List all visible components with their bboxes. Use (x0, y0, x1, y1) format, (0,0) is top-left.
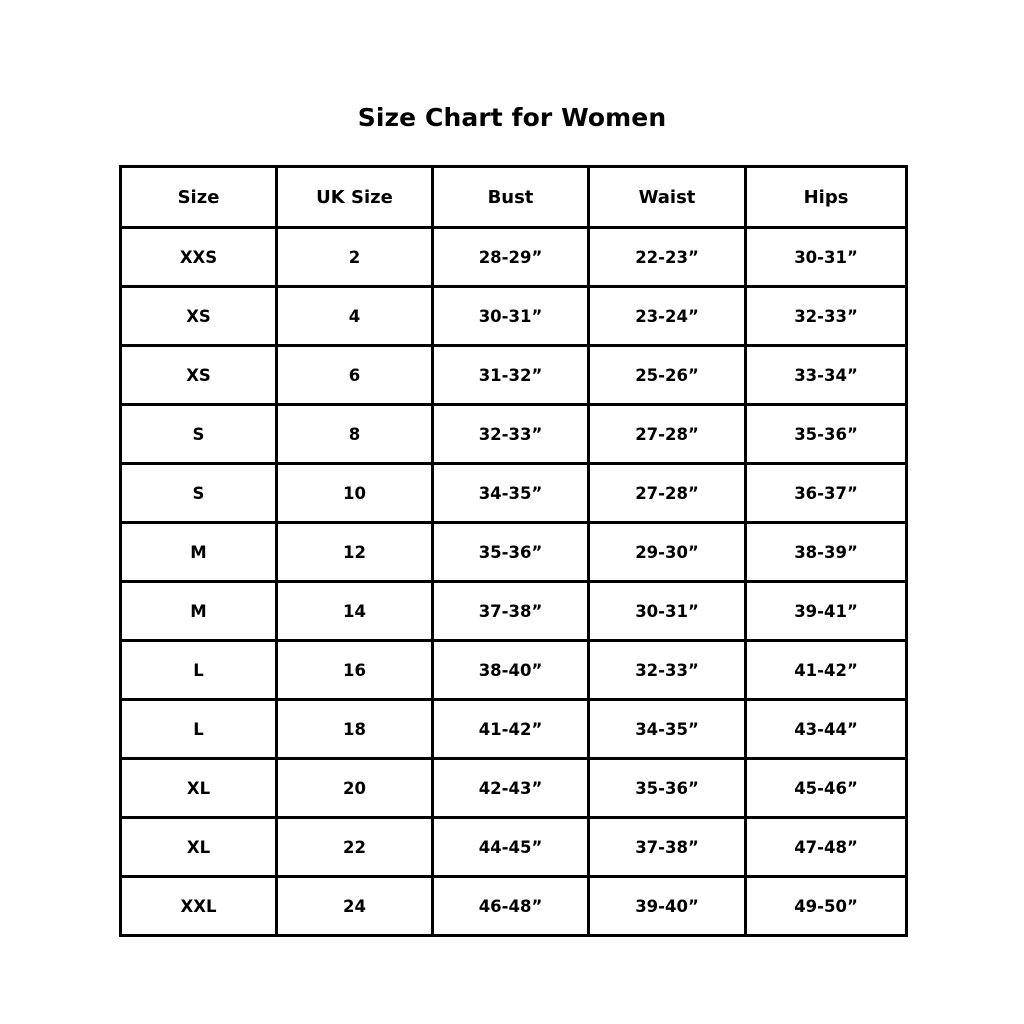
cell-bust: 42-43” (433, 759, 589, 818)
table-row (121, 464, 907, 523)
cell-size: XXL (121, 877, 277, 936)
cell-waist: 37-38” (589, 818, 746, 877)
column-header-uk-size: UK Size (277, 167, 433, 228)
cell-bust: 41-42” (433, 700, 589, 759)
cell-waist: 35-36” (589, 759, 746, 818)
cell-hips: 38-39” (746, 523, 907, 582)
table-row (121, 582, 907, 641)
cell-bust: 37-38” (433, 582, 589, 641)
cell-bust: 38-40” (433, 641, 589, 700)
table-row (121, 346, 907, 405)
cell-waist: 30-31” (589, 582, 746, 641)
page-title: Size Chart for Women (357, 103, 667, 132)
cell-uk-size: 12 (277, 523, 433, 582)
size-chart-table (119, 165, 908, 937)
cell-bust: 28-29” (433, 228, 589, 287)
cell-hips: 35-36” (746, 405, 907, 464)
cell-waist: 22-23” (589, 228, 746, 287)
cell-uk-size: 20 (277, 759, 433, 818)
cell-bust: 35-36” (433, 523, 589, 582)
cell-hips: 30-31” (746, 228, 907, 287)
cell-size: XS (121, 346, 277, 405)
cell-waist: 27-28” (589, 405, 746, 464)
cell-size: S (121, 464, 277, 523)
table-row (121, 759, 907, 818)
cell-uk-size: 24 (277, 877, 433, 936)
cell-waist: 34-35” (589, 700, 746, 759)
cell-uk-size: 4 (277, 287, 433, 346)
cell-uk-size: 16 (277, 641, 433, 700)
column-header-hips: Hips (746, 167, 907, 228)
cell-uk-size: 18 (277, 700, 433, 759)
column-header-size: Size (121, 167, 277, 228)
cell-uk-size: 10 (277, 464, 433, 523)
table-header-row (121, 167, 907, 228)
size-chart-table-wrapper (119, 165, 905, 937)
cell-hips: 36-37” (746, 464, 907, 523)
cell-waist: 23-24” (589, 287, 746, 346)
cell-size: XXS (121, 228, 277, 287)
table-row (121, 228, 907, 287)
cell-bust: 32-33” (433, 405, 589, 464)
column-header-bust: Bust (433, 167, 589, 228)
cell-hips: 32-33” (746, 287, 907, 346)
cell-size: XL (121, 759, 277, 818)
table-row (121, 877, 907, 936)
cell-size: L (121, 700, 277, 759)
cell-waist: 39-40” (589, 877, 746, 936)
cell-hips: 41-42” (746, 641, 907, 700)
cell-uk-size: 2 (277, 228, 433, 287)
cell-bust: 44-45” (433, 818, 589, 877)
table-row (121, 405, 907, 464)
cell-size: XL (121, 818, 277, 877)
cell-size: XS (121, 287, 277, 346)
table-row (121, 287, 907, 346)
cell-waist: 25-26” (589, 346, 746, 405)
table-row (121, 700, 907, 759)
cell-waist: 27-28” (589, 464, 746, 523)
cell-hips: 43-44” (746, 700, 907, 759)
cell-uk-size: 6 (277, 346, 433, 405)
cell-bust: 46-48” (433, 877, 589, 936)
table-row (121, 818, 907, 877)
cell-bust: 31-32” (433, 346, 589, 405)
cell-hips: 39-41” (746, 582, 907, 641)
cell-uk-size: 14 (277, 582, 433, 641)
cell-hips: 49-50” (746, 877, 907, 936)
cell-size: M (121, 523, 277, 582)
cell-hips: 45-46” (746, 759, 907, 818)
column-header-waist: Waist (589, 167, 746, 228)
cell-uk-size: 8 (277, 405, 433, 464)
table-row (121, 641, 907, 700)
cell-waist: 32-33” (589, 641, 746, 700)
table-row (121, 523, 907, 582)
cell-bust: 30-31” (433, 287, 589, 346)
cell-uk-size: 22 (277, 818, 433, 877)
cell-waist: 29-30” (589, 523, 746, 582)
cell-hips: 33-34” (746, 346, 907, 405)
cell-bust: 34-35” (433, 464, 589, 523)
cell-size: L (121, 641, 277, 700)
cell-hips: 47-48” (746, 818, 907, 877)
cell-size: S (121, 405, 277, 464)
cell-size: M (121, 582, 277, 641)
